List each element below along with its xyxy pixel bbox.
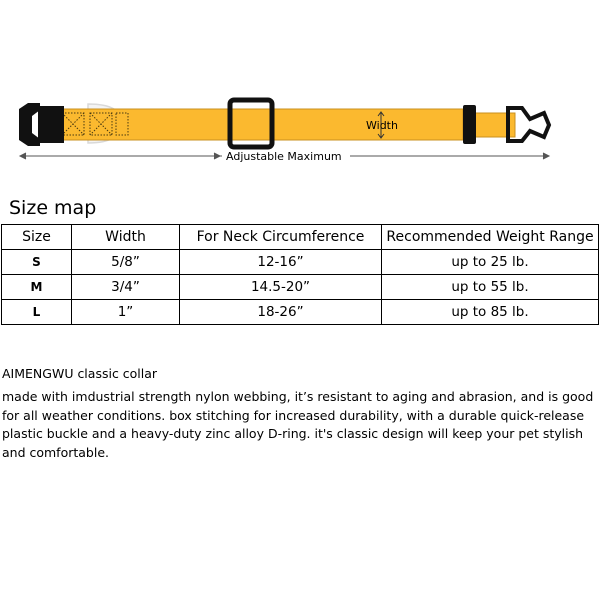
table-row: [2, 300, 599, 325]
size-map-title: Size map: [9, 197, 97, 219]
width-cell: 1”: [72, 300, 180, 325]
product-description: made with imdustrial strength nylon webbing, it’s resistant to aging and abrasion, and is good for all weather conditions. box stitching for increased durability, with a durable quick-release plastic buckle and a heavy-duty zinc alloy D-ring. it's classic design will keep your pet stylish and comfortable.: [2, 389, 594, 460]
tri-glide-adjuster: [463, 105, 476, 144]
size-cell: M: [2, 275, 72, 300]
neck-cell: 12-16”: [180, 250, 382, 275]
width-cell: 3/4”: [72, 275, 180, 300]
weight-cell: up to 85 lb.: [382, 300, 599, 325]
table-row: [2, 250, 599, 275]
size-cell: S: [2, 250, 72, 275]
collar-diagram: [0, 90, 600, 170]
buckle-female-body: [38, 106, 64, 143]
adjustable-maximum-label: Adjustable Maximum: [226, 150, 342, 163]
header-size: Size: [2, 225, 72, 250]
width-label: Width: [366, 119, 398, 132]
brand-line: AIMENGWU classic collar: [2, 366, 158, 381]
weight-cell: up to 55 lb.: [382, 275, 599, 300]
table-row: [2, 275, 599, 300]
header-neck-circumference: For Neck Circumference: [180, 225, 382, 250]
neck-cell: 18-26”: [180, 300, 382, 325]
size-table-header-row: [2, 225, 599, 250]
size-cell: L: [2, 300, 72, 325]
weight-cell: up to 25 lb.: [382, 250, 599, 275]
header-width: Width: [72, 225, 180, 250]
header-weight-range: Recommended Weight Range: [382, 225, 599, 250]
width-cell: 5/8”: [72, 250, 180, 275]
neck-cell: 14.5-20”: [180, 275, 382, 300]
buckle-female: [19, 103, 40, 146]
size-table: [1, 224, 599, 325]
